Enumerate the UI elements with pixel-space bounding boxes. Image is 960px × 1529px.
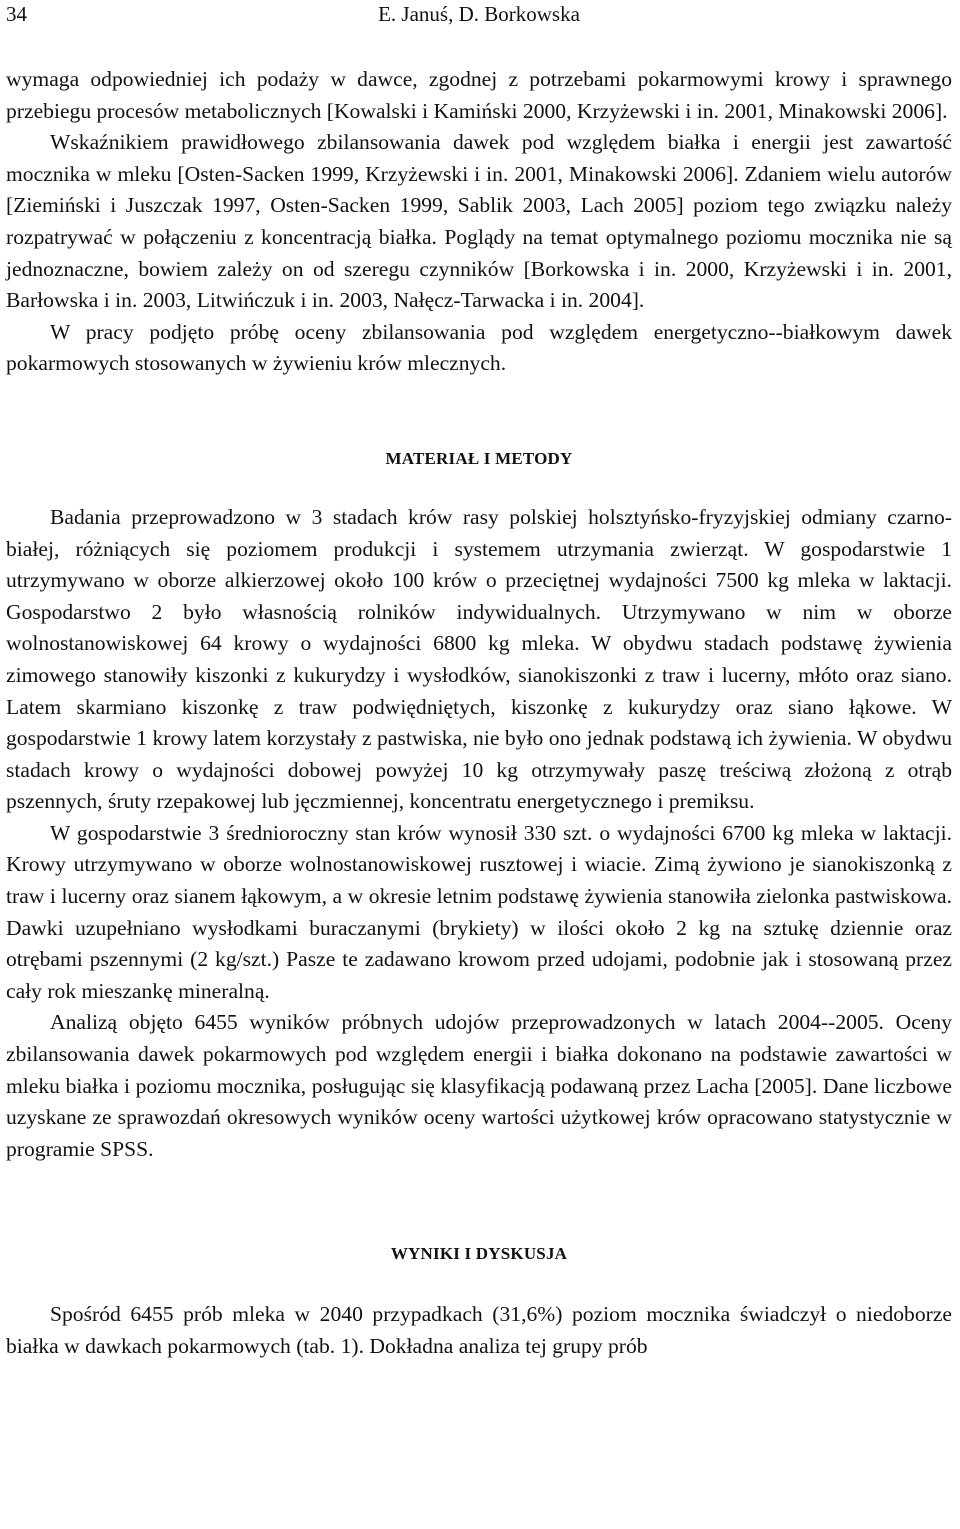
document-page	[6, 0, 952, 1363]
running-header	[6, 2, 952, 30]
intro-paragraph-1: wymaga odpowiedniej ich podaży w dawce, zgodnej z potrzebami pokarmowymi krowy i sprawnego przebiegu procesów metabolicznych [Kowalski i Kamiński 2000, Krzyżewski i in. 2001, Minakowski 2006].	[6, 67, 952, 123]
methods-paragraph-1: Badania przeprowadzono w 3 stadach krów rasy polskiej holsztyńsko-fryzyjskiej odmiany czarno-białej, różniących się poziomem produkcji i systemem utrzymania zwierząt. W gospodarstwie 1 utrzymywano w oborze alkierzowej około 100 krów o przeciętnej wydajności 7500 kg mleka w laktacji. Gospodarstwo 2 było własnością rolników indywidualnych. Utrzymywano w nim w oborze wolnostanowiskowej 64 krowy o wydajności 6800 kg mleka. W obydwu stadach podstawę żywienia zimowego stanowiły kiszonki z kukurydzy i wysłodków, sianokiszonki z traw i lucerny, młóto oraz siano. Latem skarmiano kiszonkę z traw podwiędniętych, kiszonkę z kukurydzy oraz siano łąkowe. W gospodarstwie 1 krowy latem korzystały z pastwiska, nie było ono jednak podstawą ich żywienia. W obydwu stadach krowy o wydajności dobowej powyżej 10 kg otrzymywały paszę treściwą złożoną z otrąb pszennych, śruty rzepakowej lub jęczmiennej, koncentratu energetycznego i premiksu.	[6, 504, 952, 814]
methods-paragraph-3: Analizą objęto 6455 wyników próbnych udojów przeprowadzonych w latach 2004--2005. Oceny zbilansowania dawek pokarmowych pod względem energii i białka dokonano na podstawie zawartości w mleku białka i poziomu mocznika, posługując się klasyfikacją podawaną przez Lacha [2005]. Dane liczbowe uzyskane ze sprawozdań okresowych wyników oceny wartości użytkowej krów opracowano statystycznie w programie SPSS.	[6, 1010, 952, 1161]
results-paragraph-1: Spośród 6455 prób mleka w 2040 przypadkach (31,6%) poziom mocznika świadczył o niedoborze białka w dawkach pokarmowych (tab. 1). Dokładna analiza tej grupy prób	[6, 1302, 952, 1358]
page-number: 34	[6, 2, 27, 26]
intro-paragraph-3: W pracy podjęto próbę oceny zbilansowania pod względem energetyczno--białkowym dawek pokarmowych stosowanych w żywieniu krów mlecznych.	[6, 319, 952, 376]
methods-heading: MATERIAŁ I METODY	[385, 448, 573, 468]
intro-paragraph-2: Wskaźnikiem prawidłowego zbilansowania dawek pod względem białka i energii jest zawartość mocznika w mleku [Osten-Sacken 1999, Krzyżewski i in. 2001, Minakowski 2006]. Zdaniem wielu autorów [Ziemiński i Juszczak 1997, Osten-Sacken 1999, Sablik 2003, Lach 2005] poziom tego związku należy rozpatrywać w połączeniu z koncentracją białka. Poglądy na temat optymalnego poziomu mocznika nie są jednoznaczne, bowiem zależy on od szeregu czynników [Borkowska i in. 2000, Krzyżewski i in. 2001, Barłowska i in. 2003, Litwińczuk i in. 2003, Nałęcz-Tarwacka i in. 2004].	[6, 130, 952, 313]
results-heading: WYNIKI I DYSKUSJA	[390, 1244, 568, 1264]
header-authors: E. Januś, D. Borkowska	[378, 2, 580, 26]
methods-paragraph-2: W gospodarstwie 3 średnioroczny stan krów wynosił 330 szt. o wydajności 6700 kg mleka w laktacji. Krowy utrzymywano w oborze wolnostanowiskowej rusztowej i wiacie. Zimą żywiono je sianokiszonką z traw i lucerny oraz sianem łąkowym, a w okresie letnim podstawę żywienia stanowiła zielonka pastwiskowa. Dawki uzupełniano wysłodkami buraczanymi (brykiety) w ilości około 2 kg na sztukę dziennie oraz otrębami pszennymi (2 kg/szt.) Pasze te zadawano krowom przed udojami, podobnie jak i stosowaną przez cały rok mieszankę mineralną.	[6, 820, 952, 1003]
